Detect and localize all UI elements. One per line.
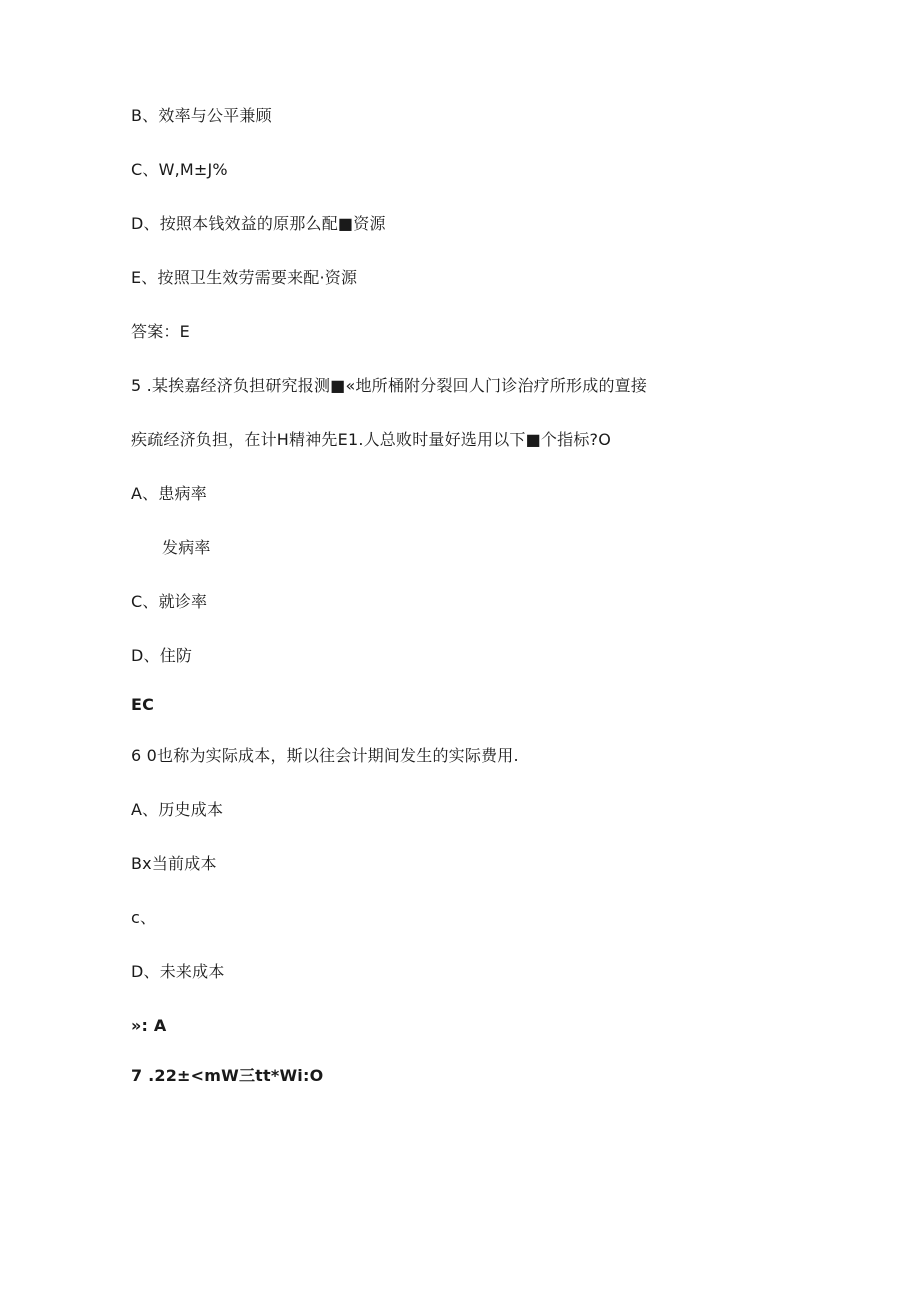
option-c: C、W,M±J%	[131, 160, 228, 179]
q5-option-a-prevalence: A、患病率	[131, 484, 207, 503]
option-e-health-service-need: E、按照卫生效劳需要来配·资源	[131, 268, 358, 287]
answer-q5: EC	[131, 695, 155, 714]
question-6: 6 0也称为实际成本，斯以往会计期间发生的实际费用.	[131, 746, 519, 765]
q5-option-c-visit-rate: C、就诊率	[131, 592, 208, 611]
q6-option-d-future-cost: D、未来成本	[131, 962, 225, 981]
option-b-efficiency-equity: B、效率与公平兼顾	[131, 106, 272, 125]
question-5-line-2: 疾疏经济负担，在计H精神先E1.人总败时量好选用以下■个指标?O	[131, 430, 612, 449]
answer-q4: 答案：E	[131, 322, 190, 341]
q5-option-b-incidence: 发病率	[162, 538, 211, 557]
question-7: 7 .22±<mW三tt*Wi:O	[131, 1066, 324, 1085]
q5-option-d-hospitalization: D、住防	[131, 646, 193, 665]
q6-option-b-current-cost: Bx当前成本	[131, 854, 217, 873]
q6-option-c: c、	[131, 908, 157, 927]
option-d-cost-benefit: D、按照本钱效益的原那么配■资源	[131, 214, 386, 233]
answer-q6: »: A	[131, 1016, 167, 1035]
q6-option-a-historical-cost: A、历史成本	[131, 800, 224, 819]
question-5-line-1: 5 .某挨嘉经济负担研究报测■«地所桶附分裂回人门诊治疗所形成的亶接	[131, 376, 648, 395]
